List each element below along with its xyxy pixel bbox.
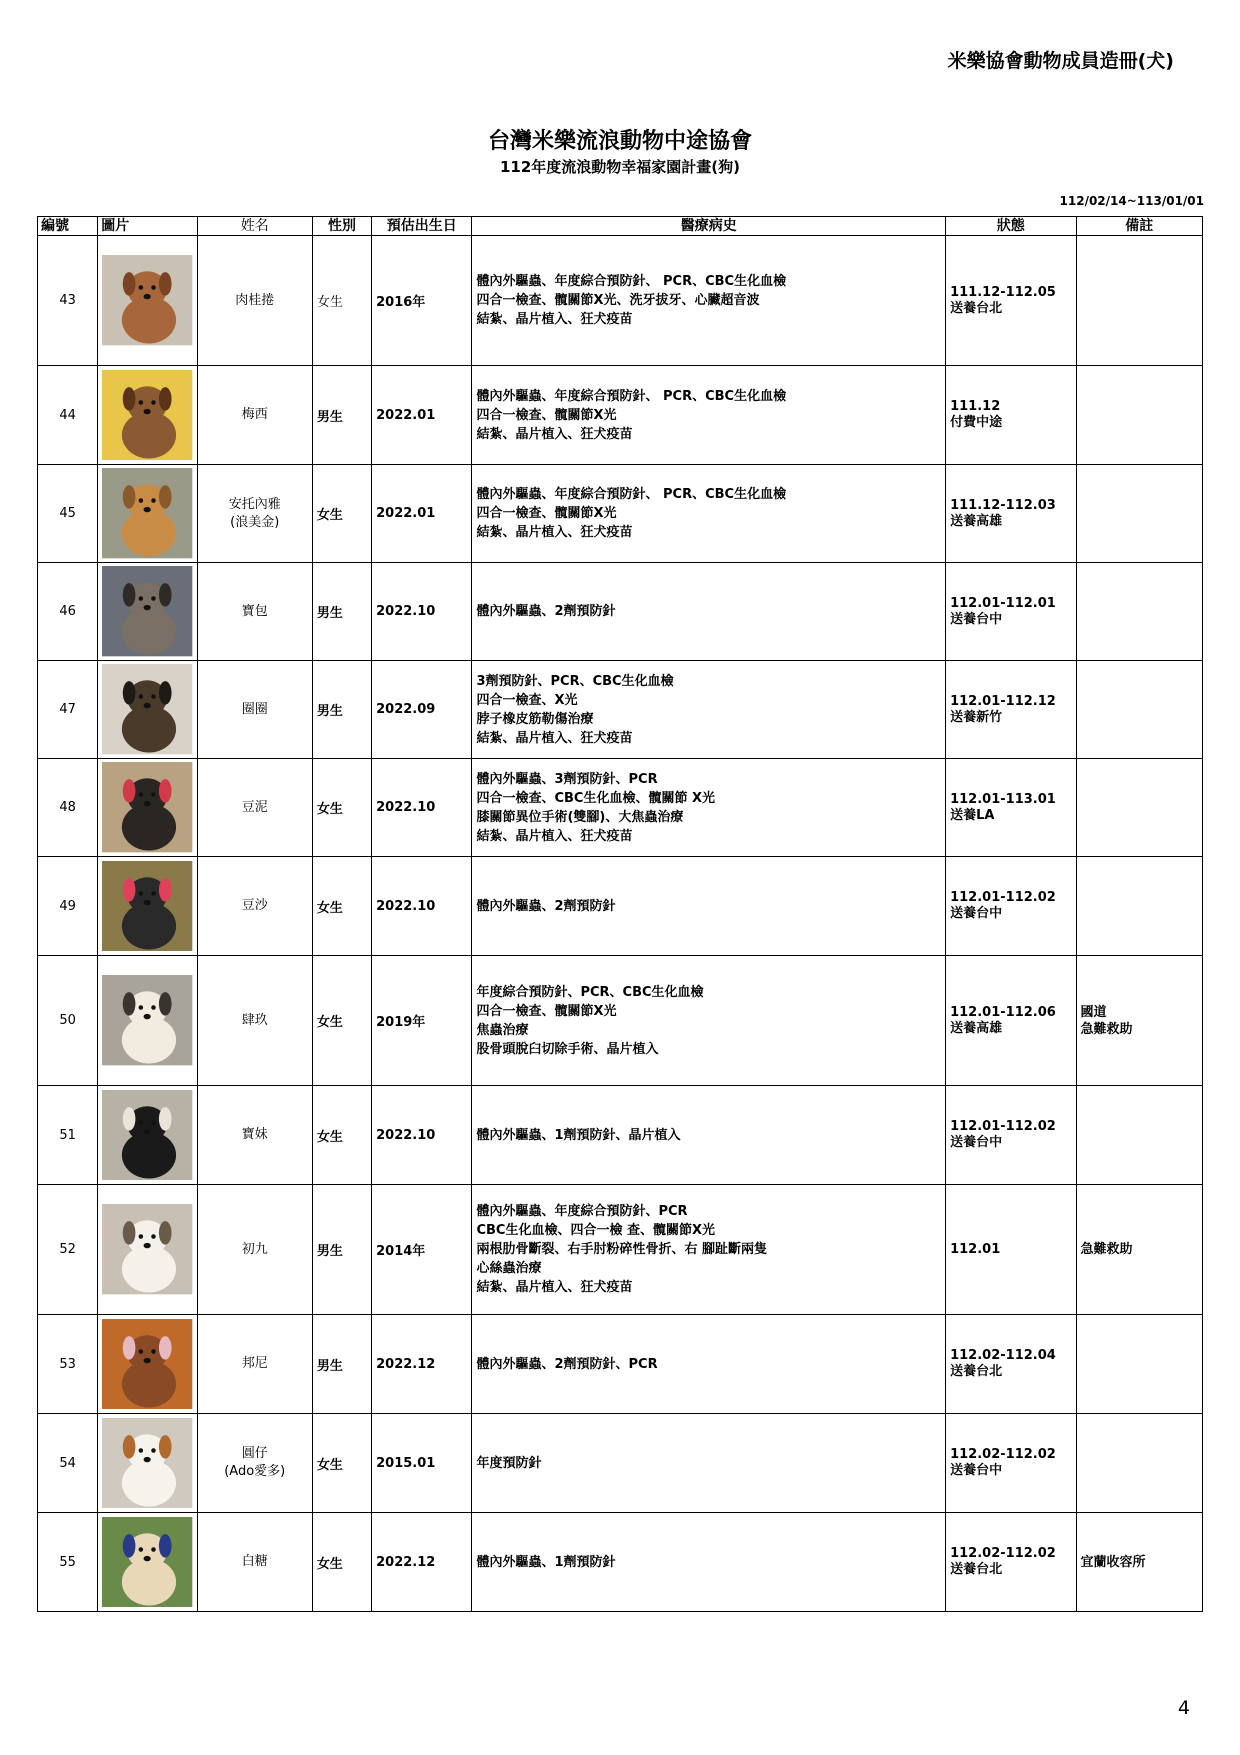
dog-name (197, 1315, 312, 1414)
status-line: 112.02-112.02 (950, 1546, 1056, 1561)
table-row (38, 661, 1203, 759)
adoption-status (946, 1086, 1076, 1185)
status-line: 送養新竹 (950, 709, 1003, 725)
document-label: 米樂協會動物成員造冊(犬) (947, 50, 1174, 72)
table-row (38, 563, 1203, 661)
header-medical: 醫療病史 (472, 217, 946, 236)
dog-gender: 男生 (312, 1315, 371, 1414)
medical-history (472, 1086, 946, 1185)
dog-gender: 女生 (312, 1414, 371, 1513)
header-note: 備註 (1076, 217, 1202, 236)
dog-name (197, 661, 312, 759)
row-number: 45 (38, 465, 98, 563)
dog-birth: 2022.09 (372, 661, 472, 759)
medical-history (472, 366, 946, 465)
adoption-status (946, 661, 1076, 759)
row-number: 53 (38, 1315, 98, 1414)
status-line: 送養台中 (950, 1135, 1003, 1150)
medical-line: 體內外驅蟲、2劑預防針 (476, 604, 616, 619)
status-line: 112.01-112.12 (950, 693, 1056, 709)
row-number: 46 (38, 563, 98, 661)
adoption-status (946, 1185, 1076, 1315)
dog-photo (98, 1513, 197, 1612)
medical-line: 心絲蟲治療 (476, 1261, 542, 1276)
medical-line: 體內外驅蟲、3劑預防針、PCR (476, 771, 658, 787)
dog-gender: 女生 (312, 465, 371, 563)
table-row (38, 366, 1203, 465)
dog-name (197, 1414, 312, 1513)
dog-birth: 2022.01 (372, 366, 472, 465)
status-line: 付費中途 (950, 415, 1003, 430)
dog-birth: 2022.12 (372, 1315, 472, 1414)
medical-line: 體內外驅蟲、年度綜合預防針、 PCR、CBC生化血檢 (476, 487, 787, 502)
status-line: 112.01-113.01 (950, 791, 1056, 807)
dog-name-line: 肆玖 (241, 1012, 268, 1028)
medical-line: 四合一檢查、髖關節X光 (476, 407, 617, 423)
adoption-status (946, 236, 1076, 366)
medical-line: 四合一檢查、髖關節X光 (476, 506, 617, 521)
dog-gender: 男生 (312, 366, 371, 465)
dog-photo (98, 465, 197, 563)
remark (1076, 465, 1202, 563)
dog-name (197, 1513, 312, 1612)
table-row (38, 1513, 1203, 1612)
medical-line: 結紮、晶片植入、狂犬疫苗 (476, 426, 633, 442)
dog-name-line: 安托內雅 (228, 496, 281, 512)
dog-name-line: 梅西 (241, 407, 268, 422)
status-line: 送養台北 (950, 1562, 1003, 1577)
row-number: 47 (38, 661, 98, 759)
header-birth: 預估出生日 (372, 217, 472, 236)
remark (1076, 956, 1202, 1086)
medical-line: 結紮、晶片植入、狂犬疫苗 (476, 828, 633, 844)
status-line: 111.12-112.03 (950, 497, 1056, 513)
remark-line: 國道 (1080, 1004, 1107, 1020)
document-subtitle: 112年度流浪動物幸福家園計畫(狗) (499, 158, 741, 176)
dog-photo (98, 661, 197, 759)
medical-line: CBC生化血檢、四合一檢 查、髖關節X光 (476, 1223, 716, 1238)
status-line: 112.02-112.04 (950, 1348, 1056, 1363)
status-line: 112.01-112.06 (950, 1004, 1056, 1020)
dog-photo (98, 563, 197, 661)
dog-birth: 2022.12 (372, 1513, 472, 1612)
header-name: 姓名 (197, 217, 312, 236)
dog-name-line: 寶妹 (241, 1127, 268, 1142)
medical-line: 體內外驅蟲、1劑預防針、晶片植入 (476, 1127, 681, 1143)
row-number: 54 (38, 1414, 98, 1513)
dog-name (197, 956, 312, 1086)
dog-name-line: 豆沙 (241, 898, 268, 913)
medical-history (472, 1185, 946, 1315)
adoption-status (946, 1414, 1076, 1513)
table-row (38, 1414, 1203, 1513)
dog-gender: 女生 (312, 956, 371, 1086)
header-number: 編號 (38, 217, 98, 236)
medical-line: 四合一檢查、髖關節X光 (476, 1003, 617, 1019)
status-line: 112.01 (950, 1241, 1001, 1257)
remark (1076, 236, 1202, 366)
table-row (38, 1086, 1203, 1185)
dog-photo (98, 857, 197, 956)
medical-line: 體內外驅蟲、2劑預防針、PCR (476, 1356, 658, 1372)
status-line: 送養LA (950, 807, 995, 823)
status-line: 送養高雄 (950, 513, 1003, 529)
dog-name (197, 1086, 312, 1185)
remark (1076, 759, 1202, 857)
adoption-status (946, 1513, 1076, 1612)
adoption-status (946, 759, 1076, 857)
row-number: 49 (38, 857, 98, 956)
page-number: 4 (1177, 1697, 1190, 1719)
status-line: 112.01-112.01 (950, 595, 1056, 611)
dog-name-line: 圈圈 (241, 701, 268, 717)
remark (1076, 1414, 1202, 1513)
medical-line: 焦蟲治療 (476, 1022, 529, 1038)
status-line: 送養台北 (950, 1364, 1003, 1379)
dog-gender: 男生 (312, 563, 371, 661)
medical-line: 體內外驅蟲、年度綜合預防針、PCR (476, 1204, 688, 1219)
medical-line: 結紮、晶片植入、狂犬疫苗 (476, 1280, 633, 1295)
status-line: 送養台中 (950, 611, 1003, 627)
medical-history (472, 1414, 946, 1513)
row-number: 55 (38, 1513, 98, 1612)
dog-name-line: 豆泥 (241, 799, 268, 815)
dog-photo (98, 956, 197, 1086)
medical-line: 四合一檢查、X光 (476, 692, 578, 708)
dog-photo (98, 759, 197, 857)
table-header-row (38, 217, 1203, 236)
dog-gender: 男生 (312, 1185, 371, 1315)
medical-history (472, 465, 946, 563)
dog-birth: 2015.01 (372, 1414, 472, 1513)
remark (1076, 661, 1202, 759)
dog-name (197, 857, 312, 956)
dog-photo (98, 1414, 197, 1513)
remark (1076, 1315, 1202, 1414)
remark (1076, 857, 1202, 956)
remark (1076, 1086, 1202, 1185)
dog-name-line: (浪美金) (230, 514, 280, 530)
dog-name (197, 366, 312, 465)
adoption-status (946, 563, 1076, 661)
row-number: 50 (38, 956, 98, 1086)
table-row (38, 1315, 1203, 1414)
dog-name-line: 肉桂捲 (235, 292, 275, 308)
header-gender: 性別 (312, 217, 371, 236)
dog-gender: 女生 (312, 1086, 371, 1185)
medical-line: 體內外驅蟲、年度綜合預防針、 PCR、CBC生化血檢 (476, 388, 787, 404)
adoption-status (946, 857, 1076, 956)
dog-name-line: 圓仔 (241, 1446, 268, 1461)
dog-gender: 女生 (312, 236, 371, 366)
medical-line: 體內外驅蟲、年度綜合預防針、 PCR、CBC生化血檢 (476, 274, 787, 289)
table-row (38, 1185, 1203, 1315)
dog-birth: 2019年 (372, 956, 472, 1086)
document-title: 台灣米樂流浪動物中途協會 (487, 129, 752, 154)
dog-name (197, 563, 312, 661)
medical-history (472, 759, 946, 857)
medical-line: 體內外驅蟲、1劑預防針 (476, 1554, 616, 1570)
dog-birth: 2014年 (372, 1185, 472, 1315)
adoption-status (946, 366, 1076, 465)
remark-line: 急難救助 (1080, 1021, 1133, 1037)
table-row (38, 465, 1203, 563)
status-line: 112.01-112.02 (950, 1119, 1056, 1134)
medical-history (472, 956, 946, 1086)
dog-birth: 2016年 (372, 236, 472, 366)
medical-line: 四合一檢查、髖關節X光、洗牙拔牙、心臟超音波 (476, 293, 760, 308)
date-range: 112/02/14~113/01/01 (1059, 194, 1204, 208)
dog-photo (98, 366, 197, 465)
adoption-status (946, 956, 1076, 1086)
remark-line: 急難救助 (1080, 1242, 1133, 1257)
status-line: 送養台北 (950, 300, 1003, 316)
medical-history (472, 236, 946, 366)
table-row (38, 857, 1203, 956)
status-line: 送養台中 (950, 1463, 1003, 1478)
medical-history (472, 563, 946, 661)
medical-line: 脖子橡皮筋勒傷治療 (476, 711, 594, 727)
dog-gender: 女生 (312, 857, 371, 956)
dog-birth: 2022.10 (372, 1086, 472, 1185)
dog-name-line: 白糖 (241, 1554, 268, 1569)
animal-register-table (37, 216, 1203, 1612)
medical-history (472, 857, 946, 956)
dog-birth: 2022.10 (372, 857, 472, 956)
dog-birth: 2022.10 (372, 759, 472, 857)
row-number: 51 (38, 1086, 98, 1185)
remark (1076, 1513, 1202, 1612)
medical-history (472, 1315, 946, 1414)
remark (1076, 366, 1202, 465)
status-line: 112.02-112.02 (950, 1447, 1056, 1462)
dog-gender: 男生 (312, 661, 371, 759)
medical-line: 膝關節異位手術(雙腳)、大焦蟲治療 (476, 809, 684, 825)
header-status: 狀態 (946, 217, 1076, 236)
dog-name (197, 1185, 312, 1315)
table-row (38, 956, 1203, 1086)
dog-photo (98, 1185, 197, 1315)
dog-photo (98, 236, 197, 366)
status-line: 111.12-112.05 (950, 284, 1056, 300)
header-photo: 圖片 (98, 217, 197, 236)
medical-line: 結紮、晶片植入、狂犬疫苗 (476, 730, 633, 746)
remark (1076, 563, 1202, 661)
medical-line: 年度綜合預防針、PCR、CBC生化血檢 (476, 984, 704, 1000)
medical-line: 體內外驅蟲、2劑預防針 (476, 898, 616, 914)
medical-line: 四合一檢查、CBC生化血檢、髖關節 X光 (476, 790, 716, 806)
row-number: 44 (38, 366, 98, 465)
medical-line: 兩根肋骨斷裂、右手肘粉碎性骨折、右 腳趾斷兩隻 (476, 1242, 767, 1257)
table-row (38, 759, 1203, 857)
status-line: 111.12 (950, 399, 1001, 414)
medical-line: 股骨頭脫臼切除手術、晶片植入 (476, 1041, 659, 1057)
dog-name-line: (Ado愛多) (224, 1464, 286, 1479)
dog-name (197, 236, 312, 366)
medical-line: 結紮、晶片植入、狂犬疫苗 (476, 312, 633, 327)
medical-history (472, 1513, 946, 1612)
medical-line: 結紮、晶片植入、狂犬疫苗 (476, 525, 633, 540)
medical-history (472, 661, 946, 759)
row-number: 52 (38, 1185, 98, 1315)
dog-name (197, 465, 312, 563)
status-line: 112.01-112.02 (950, 890, 1056, 905)
dog-photo (98, 1315, 197, 1414)
row-number: 48 (38, 759, 98, 857)
dog-birth: 2022.01 (372, 465, 472, 563)
dog-name-line: 寶包 (241, 603, 268, 619)
status-line: 送養高雄 (950, 1020, 1003, 1036)
dog-birth: 2022.10 (372, 563, 472, 661)
table-row (38, 236, 1203, 366)
remark (1076, 1185, 1202, 1315)
dog-name-line: 邦尼 (241, 1356, 268, 1371)
dog-name-line: 初九 (241, 1241, 268, 1257)
dog-name (197, 759, 312, 857)
dog-gender: 女生 (312, 1513, 371, 1612)
remark-line: 宜蘭收容所 (1080, 1554, 1146, 1570)
adoption-status (946, 465, 1076, 563)
dog-gender: 女生 (312, 759, 371, 857)
dog-photo (98, 1086, 197, 1185)
row-number: 43 (38, 236, 98, 366)
adoption-status (946, 1315, 1076, 1414)
medical-line: 年度預防針 (476, 1455, 542, 1471)
status-line: 送養台中 (950, 906, 1003, 921)
medical-line: 3劑預防針、PCR、CBC生化血檢 (476, 673, 674, 689)
